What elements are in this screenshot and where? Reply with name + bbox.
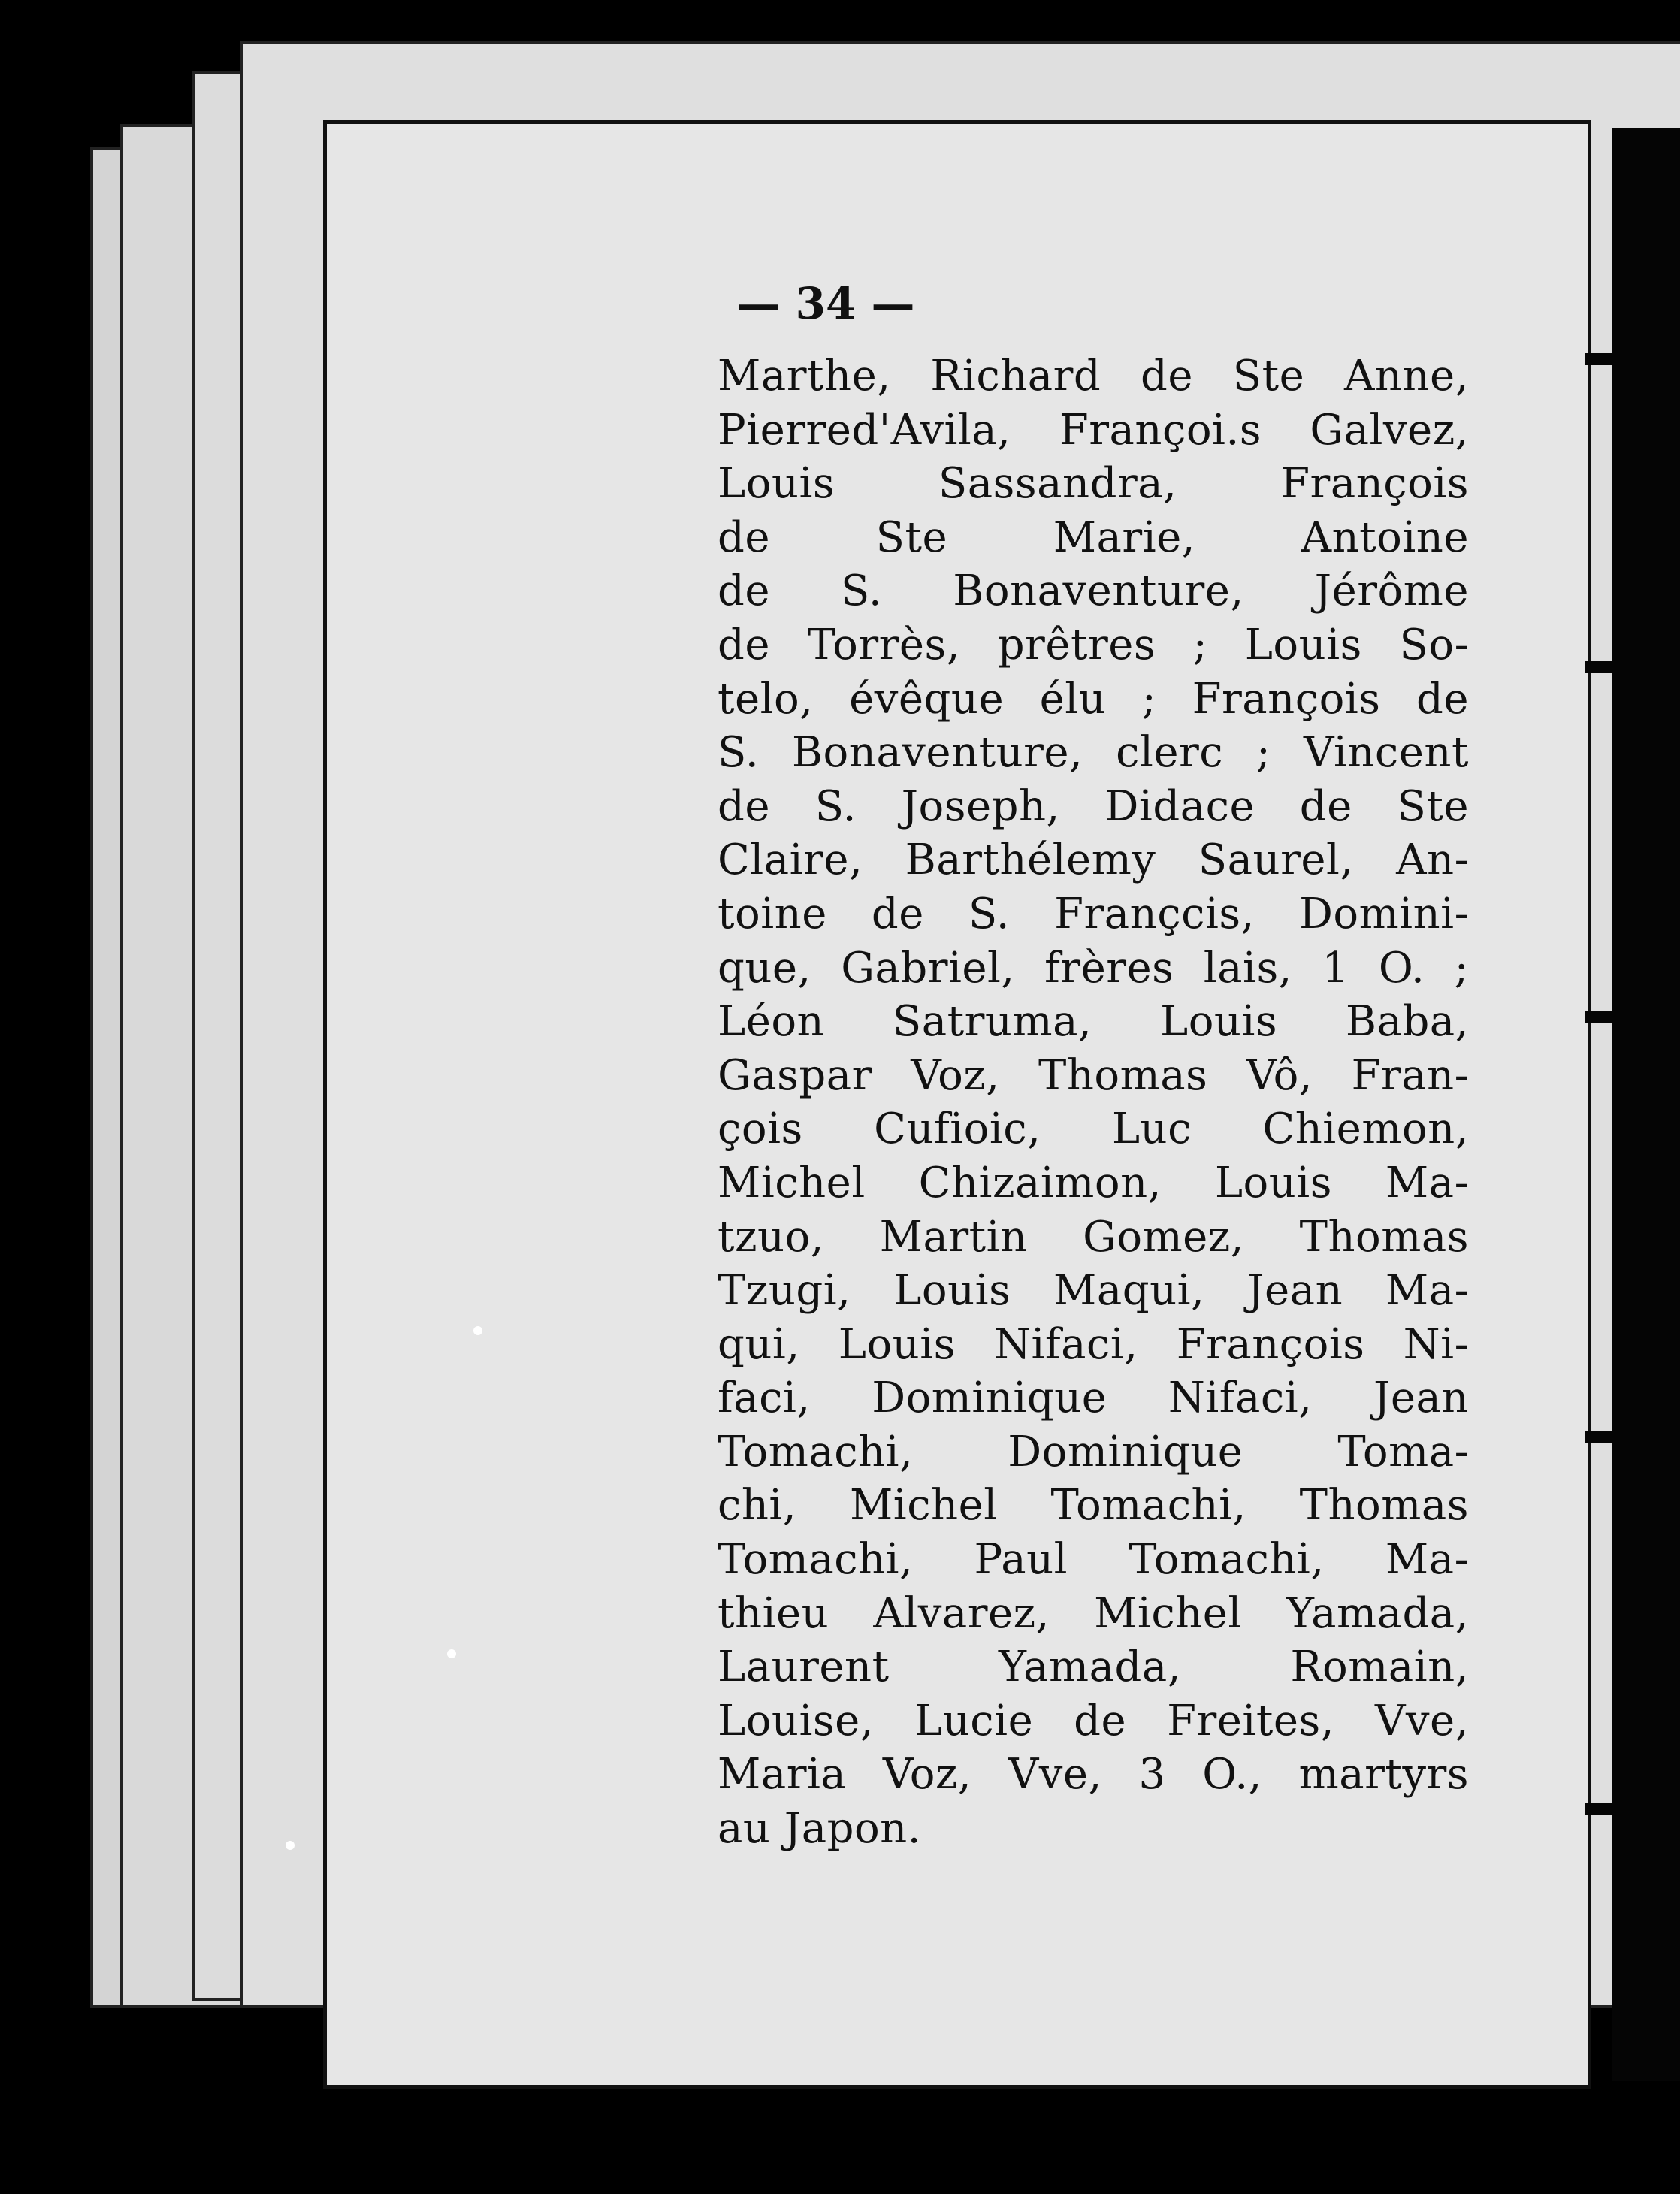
text-line: Laurent Yamada, Romain, <box>718 1642 1469 1692</box>
text-line: Tzugi, Louis Maqui, Jean Ma- <box>718 1266 1469 1316</box>
text-line: Maria Voz, Vve, 3 O., martyrs <box>718 1750 1469 1800</box>
binding-mark <box>1585 661 1621 673</box>
scan-speck <box>286 1841 295 1850</box>
page-number: — 34 — <box>736 278 915 329</box>
text-line: Tomachi, Paul Tomachi, Ma- <box>718 1535 1469 1585</box>
text-line: de Ste Marie, Antoine <box>718 512 1469 562</box>
scan-speck <box>473 1326 482 1335</box>
text-line: au Japon. <box>718 1804 922 1854</box>
text-line: tzuo, Martin Gomez, Thomas <box>718 1212 1469 1262</box>
text-line: que, Gabriel, frères lais, 1 O. ; <box>718 943 1469 993</box>
binding-mark <box>1585 353 1621 365</box>
text-line: toine de S. Françcis, Domini- <box>718 889 1469 938</box>
binding-mark <box>1585 1011 1621 1023</box>
text-line: de S. Joseph, Didace de Ste <box>718 781 1469 831</box>
text-line: Pierred'Avila, Françoi.s Galvez, <box>718 405 1469 455</box>
text-line: Louis Sassandra, François <box>718 459 1469 509</box>
text-line: Gaspar Voz, Thomas Vô, Fran- <box>718 1050 1469 1100</box>
binding-mark <box>1585 1803 1621 1815</box>
text-line: Marthe, Richard de Ste Anne, <box>718 352 1469 400</box>
text-line: chi, Michel Tomachi, Thomas <box>718 1481 1469 1531</box>
text-line: Claire, Barthélemy Saurel, An- <box>718 836 1469 885</box>
text-column <box>718 349 1469 1856</box>
text-line: Michel Chizaimon, Louis Ma- <box>718 1158 1469 1207</box>
book-page <box>323 120 1591 2089</box>
binding-mark <box>1585 1431 1621 1443</box>
text-line: Louise, Lucie de Freites, Vve, <box>718 1696 1469 1745</box>
text-line: çois Cufioic, Luc Chiemon, <box>718 1105 1469 1154</box>
text-line: faci, Dominique Nifaci, Jean <box>718 1374 1469 1423</box>
text-line: Tomachi, Dominique Toma- <box>718 1427 1469 1476</box>
text-line: Léon Satruma, Louis Baba, <box>718 997 1469 1047</box>
text-line: de Torrès, prêtres ; Louis So- <box>718 620 1469 669</box>
text-line: telo, évêque élu ; François de <box>718 674 1469 724</box>
text-line: S. Bonaventure, clerc ; Vincent <box>718 728 1469 778</box>
scan-speck <box>447 1649 456 1658</box>
text-line: de S. Bonaventure, Jérôme <box>718 567 1469 616</box>
book-binding <box>1612 128 1680 2081</box>
text-line: qui, Louis Nifaci, François Ni- <box>718 1319 1469 1369</box>
text-line: thieu Alvarez, Michel Yamada, <box>718 1588 1469 1638</box>
